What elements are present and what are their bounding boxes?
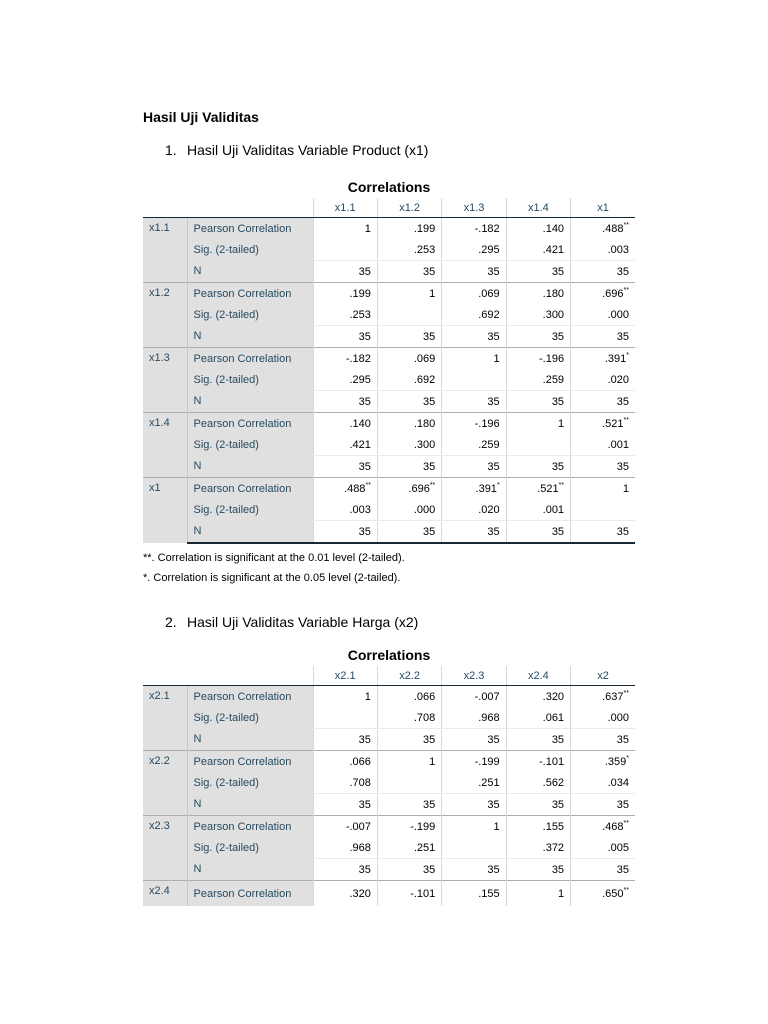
- table-cell: 35: [442, 326, 506, 348]
- significance-mark: **: [558, 481, 565, 489]
- table-cell: .001: [506, 499, 570, 521]
- statistic-label: Pearson Correlation: [187, 283, 313, 305]
- row-group-label: x2.1: [143, 686, 187, 751]
- table-cell: -.199: [377, 816, 441, 838]
- table-row: [143, 816, 635, 838]
- table-cell: .140: [313, 413, 377, 435]
- table-cell: 35: [506, 729, 570, 751]
- table-cell: -.007: [313, 816, 377, 838]
- table-title: Correlations: [347, 647, 431, 663]
- document-heading: Hasil Uji Validitas: [143, 109, 259, 125]
- table-row: [143, 686, 635, 708]
- statistic-label: Sig. (2-tailed): [187, 837, 313, 859]
- statistic-label: Sig. (2-tailed): [187, 434, 313, 456]
- table-cell: -.196: [506, 348, 570, 370]
- table-row: [143, 326, 635, 348]
- table-cell: 35: [571, 326, 635, 348]
- table-row: [143, 772, 635, 794]
- table-cell: 35: [442, 794, 506, 816]
- footnote: *. Correlation is significant at the 0.05 level (2-tailed).: [143, 572, 401, 584]
- column-header: x2.1: [313, 666, 377, 686]
- table-cell: 35: [571, 521, 635, 544]
- table-cell: 35: [571, 794, 635, 816]
- cell-number: .521: [537, 482, 559, 495]
- statistic-label: Pearson Correlation: [187, 881, 313, 907]
- table-cell: 35: [442, 859, 506, 881]
- significance-mark: *: [626, 351, 629, 359]
- statistic-label: N: [187, 326, 313, 348]
- cell-number: .650: [602, 887, 624, 900]
- table-cell: 35: [313, 456, 377, 478]
- significance-mark: **: [365, 481, 371, 489]
- table-cell: 1: [377, 751, 441, 773]
- row-group-label: x1.2: [143, 283, 187, 348]
- table-cell: -.007: [442, 686, 506, 708]
- table-cell: .199: [377, 218, 441, 240]
- table-cell: 35: [442, 261, 506, 283]
- table-cell: 1: [571, 478, 635, 500]
- table-cell: 35: [571, 456, 635, 478]
- cell-number: .521: [602, 417, 624, 430]
- significance-mark: **: [623, 886, 629, 894]
- header-blank: [143, 198, 187, 218]
- table-cell: .000: [571, 304, 635, 326]
- table-cell: .034: [571, 772, 635, 794]
- table-cell: 1: [442, 816, 506, 838]
- table-row: [143, 218, 635, 240]
- table-cell: .180: [506, 283, 570, 305]
- table-cell: 35: [313, 261, 377, 283]
- table-row: [143, 837, 635, 859]
- correlations-table-x1: [143, 176, 635, 588]
- table-cell: 35: [377, 391, 441, 413]
- table-cell: 35: [506, 794, 570, 816]
- table-cell: [571, 283, 635, 305]
- cell-number: .391: [604, 352, 627, 365]
- table-row: [143, 369, 635, 391]
- column-header: x2.4: [506, 666, 570, 686]
- table-cell: .300: [377, 434, 441, 456]
- statistic-label: N: [187, 859, 313, 881]
- table-row: [143, 283, 635, 305]
- table-cell: .253: [313, 304, 377, 326]
- statistic-label: Pearson Correlation: [187, 478, 313, 500]
- table-row: [143, 859, 635, 881]
- header-blank: [187, 666, 313, 686]
- statistic-label: Sig. (2-tailed): [187, 772, 313, 794]
- table-row: [143, 881, 635, 907]
- statistic-label: N: [187, 521, 313, 544]
- row-group-label: x1: [143, 478, 187, 544]
- statistic-label: Pearson Correlation: [187, 218, 313, 240]
- cell-number: .488: [344, 482, 366, 495]
- header-row: [143, 198, 635, 218]
- table-cell: .066: [313, 751, 377, 773]
- table-cell: .251: [442, 772, 506, 794]
- table-cell: 35: [506, 391, 570, 413]
- table-cell: [313, 239, 377, 261]
- table-row: [143, 304, 635, 326]
- cell-number: .488: [602, 222, 624, 235]
- table-cell: [506, 434, 570, 456]
- section-number: 1.: [165, 142, 177, 158]
- table-cell: .199: [313, 283, 377, 305]
- table-cell: .140: [506, 218, 570, 240]
- table-cell: [506, 478, 570, 500]
- table-cell: .295: [442, 239, 506, 261]
- table-cell: .708: [313, 772, 377, 794]
- table-cell: .295: [313, 369, 377, 391]
- table-cell: .421: [313, 434, 377, 456]
- table-cell: -.101: [506, 751, 570, 773]
- table-row: [143, 239, 635, 261]
- table-cell: [313, 707, 377, 729]
- table-cell: 35: [377, 794, 441, 816]
- cell-number: .391: [475, 482, 497, 495]
- footnotes: [143, 548, 635, 588]
- statistic-label: Sig. (2-tailed): [187, 369, 313, 391]
- table-cell: 35: [506, 456, 570, 478]
- column-header: x2.2: [377, 666, 441, 686]
- table-row: [143, 729, 635, 751]
- section-number: 2.: [165, 614, 177, 630]
- table-cell: .066: [377, 686, 441, 708]
- statistic-label: N: [187, 794, 313, 816]
- table-cell: .562: [506, 772, 570, 794]
- table-cell: .968: [313, 837, 377, 859]
- statistic-label: Sig. (2-tailed): [187, 499, 313, 521]
- table-cell: .069: [442, 283, 506, 305]
- table-cell: .069: [377, 348, 441, 370]
- table-cell: .320: [506, 686, 570, 708]
- statistic-label: Pearson Correlation: [187, 413, 313, 435]
- significance-mark: *: [496, 481, 500, 489]
- table-cell: [571, 751, 635, 773]
- table-cell: 35: [313, 326, 377, 348]
- table-cell: .253: [377, 239, 441, 261]
- table-cell: [571, 686, 635, 708]
- row-group-label: x2.3: [143, 816, 187, 881]
- table-row: [143, 478, 635, 500]
- section-2-title: [165, 614, 418, 630]
- table-cell: -.182: [442, 218, 506, 240]
- table-cell: 35: [571, 859, 635, 881]
- cell-number: .359: [604, 755, 627, 768]
- table-cell: [377, 304, 441, 326]
- table-cell: 35: [313, 391, 377, 413]
- table-cell: .180: [377, 413, 441, 435]
- table-row: [143, 794, 635, 816]
- table-row: [143, 521, 635, 544]
- table-row: [143, 348, 635, 370]
- table-cell: -.199: [442, 751, 506, 773]
- table-cell: .005: [571, 837, 635, 859]
- statistic-label: Pearson Correlation: [187, 751, 313, 773]
- significance-mark: *: [626, 754, 629, 762]
- row-group-label: x2.4: [143, 881, 187, 907]
- table-cell: [442, 837, 506, 859]
- table-cell: [571, 348, 635, 370]
- table-cell: .421: [506, 239, 570, 261]
- column-header: x2: [571, 666, 635, 686]
- significance-mark: **: [623, 689, 629, 697]
- table-cell: .003: [313, 499, 377, 521]
- table-cell: .001: [571, 434, 635, 456]
- correlations-table: [143, 198, 635, 544]
- table-cell: 1: [506, 413, 570, 435]
- cell-number: .696: [602, 287, 624, 300]
- section-title-text: Hasil Uji Validitas Variable Harga (x2): [187, 614, 419, 630]
- table-row: [143, 751, 635, 773]
- header-row: [143, 666, 635, 686]
- table-cell: [571, 413, 635, 435]
- table-cell: 35: [377, 729, 441, 751]
- table-cell: 35: [442, 456, 506, 478]
- row-group-label: x1.4: [143, 413, 187, 478]
- table-cell: .372: [506, 837, 570, 859]
- table-cell: 35: [571, 729, 635, 751]
- statistic-label: Sig. (2-tailed): [187, 707, 313, 729]
- row-group-label: x1.1: [143, 218, 187, 283]
- table-cell: .968: [442, 707, 506, 729]
- column-header: x2.3: [442, 666, 506, 686]
- table-cell: .692: [442, 304, 506, 326]
- correlations-table: [143, 666, 635, 906]
- table-cell: [442, 478, 506, 500]
- significance-mark: **: [623, 286, 629, 294]
- column-header: x1: [571, 198, 635, 218]
- table-cell: .020: [571, 369, 635, 391]
- table-cell: 35: [442, 521, 506, 544]
- table-cell: 1: [506, 881, 570, 907]
- cell-number: .637: [602, 690, 624, 703]
- table-cell: .000: [571, 707, 635, 729]
- table-cell: .155: [506, 816, 570, 838]
- table-cell: 35: [571, 261, 635, 283]
- table-cell: -.101: [377, 881, 441, 907]
- column-header: x1.3: [442, 198, 506, 218]
- table-cell: .259: [442, 434, 506, 456]
- cell-number: .696: [408, 482, 430, 495]
- column-header: x1.2: [377, 198, 441, 218]
- table-row: [143, 456, 635, 478]
- table-cell: [377, 772, 441, 794]
- statistic-label: N: [187, 456, 313, 478]
- table-cell: -.196: [442, 413, 506, 435]
- table-cell: .061: [506, 707, 570, 729]
- table-cell: [313, 478, 377, 500]
- section-title-text: Hasil Uji Validitas Variable Product (x1): [187, 142, 429, 158]
- table-cell: 35: [377, 261, 441, 283]
- table-cell: 35: [313, 859, 377, 881]
- table-cell: 35: [313, 794, 377, 816]
- table-row: [143, 434, 635, 456]
- column-header: x1.1: [313, 198, 377, 218]
- table-cell: .020: [442, 499, 506, 521]
- row-group-label: x1.3: [143, 348, 187, 413]
- column-header: x1.4: [506, 198, 570, 218]
- table-cell: .003: [571, 239, 635, 261]
- table-cell: 1: [313, 686, 377, 708]
- statistic-label: Pearson Correlation: [187, 816, 313, 838]
- table-cell: .320: [313, 881, 377, 907]
- header-blank: [143, 666, 187, 686]
- table-cell: [571, 499, 635, 521]
- significance-mark: **: [429, 481, 436, 489]
- table-cell: [442, 369, 506, 391]
- statistic-label: Pearson Correlation: [187, 348, 313, 370]
- table-cell: [377, 478, 441, 500]
- table-cell: .155: [442, 881, 506, 907]
- significance-mark: **: [623, 416, 629, 424]
- table-row: [143, 707, 635, 729]
- table-cell: 1: [313, 218, 377, 240]
- table-cell: 35: [377, 521, 441, 544]
- table-cell: 35: [506, 326, 570, 348]
- table-cell: -.182: [313, 348, 377, 370]
- table-cell: 35: [506, 261, 570, 283]
- table-cell: [571, 218, 635, 240]
- cell-number: .468: [602, 820, 624, 833]
- table-row: [143, 499, 635, 521]
- table-cell: 35: [571, 391, 635, 413]
- table-cell: 35: [377, 456, 441, 478]
- statistic-label: Sig. (2-tailed): [187, 239, 313, 261]
- table-row: [143, 413, 635, 435]
- table-cell: .259: [506, 369, 570, 391]
- statistic-label: Sig. (2-tailed): [187, 304, 313, 326]
- statistic-label: N: [187, 391, 313, 413]
- table-cell: 1: [442, 348, 506, 370]
- table-cell: .708: [377, 707, 441, 729]
- section-1-title: [165, 142, 428, 158]
- statistic-label: N: [187, 729, 313, 751]
- statistic-label: N: [187, 261, 313, 283]
- statistic-label: Pearson Correlation: [187, 686, 313, 708]
- table-cell: .251: [377, 837, 441, 859]
- table-title: Correlations: [347, 179, 431, 195]
- table-cell: 35: [377, 326, 441, 348]
- row-group-label: x2.2: [143, 751, 187, 816]
- table-cell: 1: [377, 283, 441, 305]
- table-cell: 35: [506, 521, 570, 544]
- table-cell: 35: [442, 391, 506, 413]
- correlations-table-x2: [143, 644, 635, 906]
- table-cell: 35: [377, 859, 441, 881]
- table-cell: [571, 881, 635, 907]
- table-cell: .000: [377, 499, 441, 521]
- table-cell: 35: [313, 729, 377, 751]
- significance-mark: **: [623, 819, 629, 827]
- table-cell: [571, 816, 635, 838]
- table-row: [143, 261, 635, 283]
- header-blank: [187, 198, 313, 218]
- table-cell: 35: [313, 521, 377, 544]
- table-row: [143, 391, 635, 413]
- table-cell: .300: [506, 304, 570, 326]
- significance-mark: **: [623, 221, 629, 229]
- footnote: **. Correlation is significant at the 0.01 level (2-tailed).: [143, 552, 405, 564]
- table-cell: 35: [442, 729, 506, 751]
- table-cell: 35: [506, 859, 570, 881]
- table-cell: .692: [377, 369, 441, 391]
